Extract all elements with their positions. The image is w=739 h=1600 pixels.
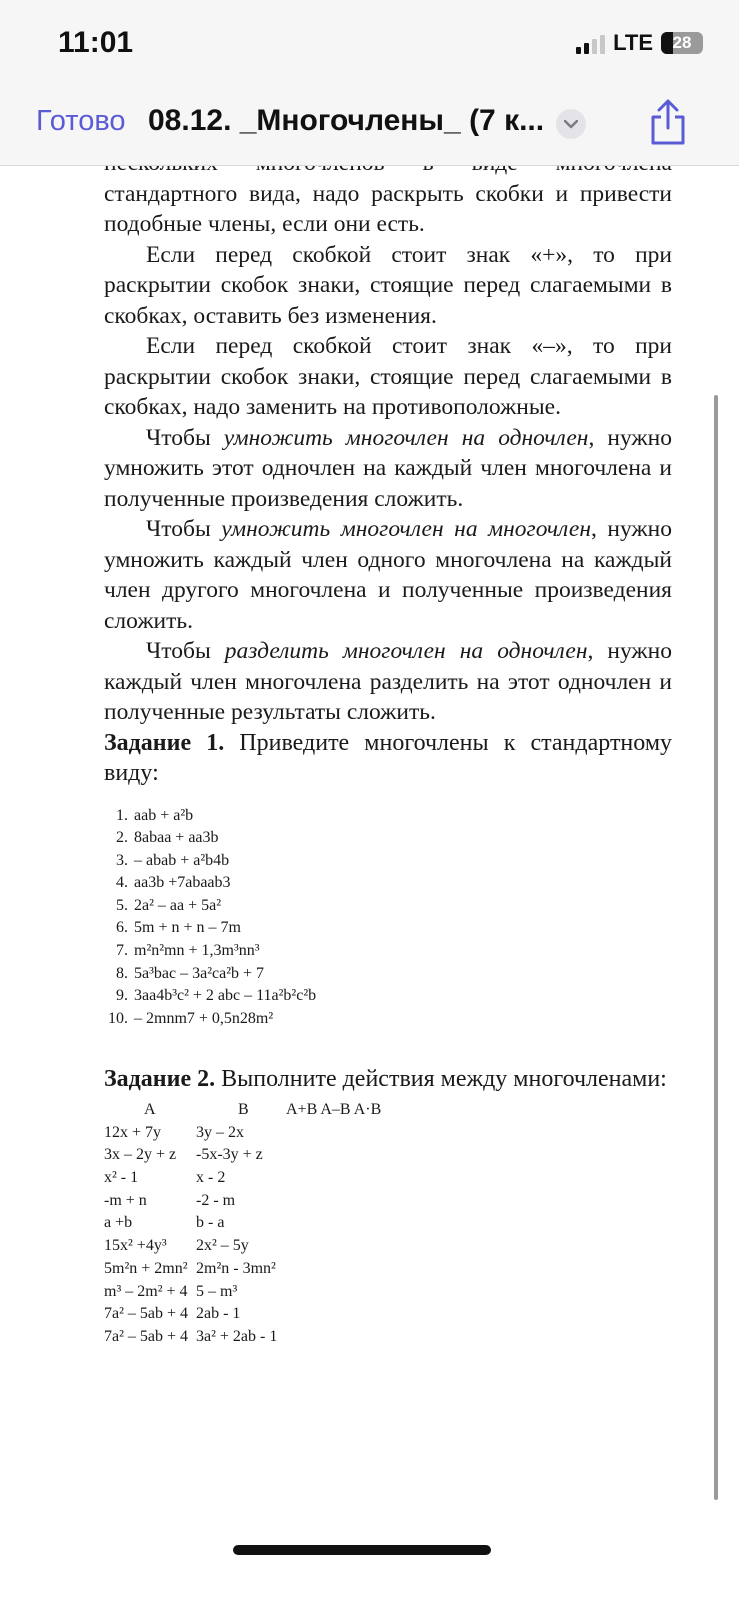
- list-item-text: m²n²mn + 1,3m³nn³: [134, 942, 260, 960]
- table-cell: 7a² – 5ab + 4: [104, 1305, 189, 1323]
- list-item: [104, 827, 672, 850]
- battery-level: 28: [672, 33, 692, 52]
- list-item-text: – abab + a²b4b: [134, 851, 230, 869]
- list-item-text: 3aa4b³c² + 2 abc – 11a²b²c²b: [134, 987, 317, 1005]
- table-cell: 2ab - 1: [196, 1305, 241, 1323]
- list-item-number: 4.: [116, 874, 128, 892]
- list-item: [104, 917, 672, 940]
- list-item-text: aab + a²b: [134, 806, 194, 824]
- task1-list: [104, 805, 672, 1031]
- status-indicators: [576, 30, 703, 56]
- list-item-number: 9.: [116, 987, 128, 1005]
- table-cell: 7a² – 5ab + 4: [104, 1327, 189, 1345]
- list-item: [104, 805, 672, 828]
- list-item-text: 8abaa + aa3b: [134, 829, 219, 847]
- done-button[interactable]: Готово: [36, 105, 126, 137]
- list-item-number: 2.: [116, 829, 128, 847]
- table-cell: 15x² +4y³: [104, 1237, 167, 1255]
- table-row: [104, 1235, 672, 1258]
- list-item-number: 10.: [108, 1009, 128, 1027]
- table-cell: -m + n: [104, 1191, 147, 1209]
- table-cell: 2m²n - 3mn²: [196, 1259, 276, 1277]
- list-item: [104, 985, 672, 1008]
- list-item: [104, 1008, 672, 1031]
- paragraph: Чтобы разделить многочлен на одночлен, нужно каждый член многочлена разделить на этот одночлен и полученные результаты сложить.: [104, 638, 672, 725]
- table-header-row: [104, 1099, 672, 1122]
- list-item-number: 3.: [116, 851, 128, 869]
- list-item: [104, 872, 672, 895]
- table-cell: 5 – m³: [196, 1282, 238, 1300]
- list-item-number: 5.: [116, 896, 128, 914]
- chevron-down-icon[interactable]: [556, 109, 586, 139]
- paragraph: Если перед скобкой стоит знак «–», то при раскрытии скобок знаки, стоящие перед слагаемыми в скобках, надо заменить на противоположные.: [104, 333, 672, 420]
- share-icon[interactable]: [648, 98, 688, 146]
- table-row: [104, 1258, 672, 1281]
- document-body: [104, 148, 672, 1349]
- table-row: [104, 1303, 672, 1326]
- table-header-cell: B: [238, 1100, 249, 1118]
- table-cell: a +b: [104, 1214, 133, 1232]
- document-title[interactable]: 08.12. _Многочлены_ (7 к...: [148, 104, 545, 137]
- table-row: [104, 1212, 672, 1235]
- list-item-number: 6.: [116, 919, 128, 937]
- list-item-text: 2a² – aa + 5a²: [134, 896, 222, 914]
- list-item: [104, 850, 672, 873]
- table-row: [104, 1122, 672, 1145]
- paragraph: стандартного вида, надо раскрыть скобки и привести подобные члены, если они есть.: [104, 180, 672, 237]
- table-cell: x - 2: [196, 1169, 226, 1187]
- paragraph: Если перед скобкой стоит знак «+», то при раскрытии скобок знаки, стоящие перед слагаемыми в скобках, оставить без изменения.: [104, 241, 672, 329]
- table-row: [104, 1144, 672, 1167]
- list-item: [104, 895, 672, 918]
- list-item-text: – 2mnm7 + 0,5n28m²: [134, 1009, 274, 1027]
- table-row: [104, 1190, 672, 1213]
- table-cell: 3x – 2y + z: [104, 1146, 177, 1164]
- list-item: [104, 963, 672, 986]
- status-time: 11:01: [58, 26, 134, 59]
- table-cell: 12x + 7y: [104, 1123, 162, 1141]
- table-cell: -5x-3y + z: [196, 1146, 263, 1164]
- list-item-text: 5m + n + n – 7m: [134, 919, 241, 937]
- table-row: [104, 1167, 672, 1190]
- table-cell: x² - 1: [104, 1169, 139, 1187]
- table-cell: 5m²n + 2mn²: [104, 1259, 188, 1277]
- table-cell: b - a: [196, 1214, 225, 1232]
- network-label: LTE: [613, 30, 653, 55]
- list-item-text: aa3b +7abaab3: [134, 874, 231, 892]
- task2-table: [104, 1099, 672, 1349]
- task2-heading: Задание 2. Выполните действия между многочленами:: [104, 1066, 667, 1093]
- list-item-text: 5a³bac – 3a²ca²b + 7: [134, 964, 265, 982]
- table-cell: 3y – 2x: [196, 1123, 244, 1141]
- table-row: [104, 1326, 672, 1349]
- table-row: [104, 1281, 672, 1304]
- list-item-number: 8.: [116, 964, 128, 982]
- list-item: [104, 940, 672, 963]
- table-header-cell: A: [144, 1100, 156, 1118]
- battery-icon: [661, 32, 703, 54]
- task1-heading: Задание 1. Приведите многочлены к стандартному виду:: [104, 729, 673, 786]
- signal-icon: [576, 32, 605, 54]
- top-bar: [0, 0, 739, 166]
- table-cell: m³ – 2m² + 4: [104, 1282, 188, 1300]
- paragraph: Чтобы умножить многочлен на многочлен, нужно умножить каждый член одного многочлена на каждый член другого многочлена и полученные произведения сложить.: [104, 516, 672, 634]
- list-item-number: 7.: [116, 942, 128, 960]
- list-item-number: 1.: [116, 806, 128, 824]
- table-cell: -2 - m: [196, 1191, 236, 1209]
- scrollbar[interactable]: [714, 395, 718, 1500]
- paragraph: Чтобы умножить многочлен на одночлен, нужно умножить этот одночлен на каждый член многочлена и полученные произведения сложить.: [104, 424, 672, 512]
- table-cell: 2x² – 5y: [196, 1237, 249, 1255]
- table-cell: 3a² + 2ab - 1: [196, 1327, 278, 1345]
- table-header-cell: A+B A–B A·B: [286, 1100, 382, 1118]
- home-indicator[interactable]: [233, 1545, 491, 1555]
